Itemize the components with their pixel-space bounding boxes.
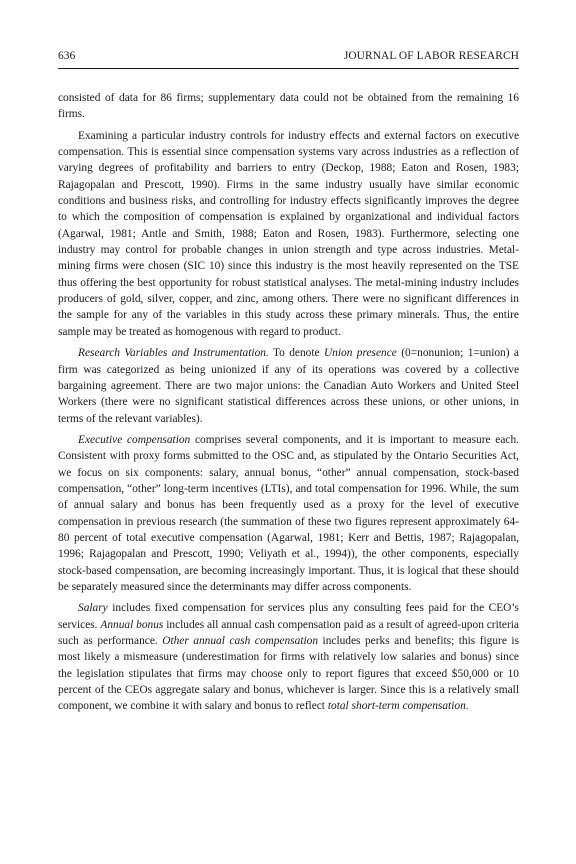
paragraph-salary-bonus bbox=[58, 600, 519, 714]
variable-term: Salary bbox=[78, 602, 108, 615]
text-segment: . bbox=[465, 700, 469, 713]
text-segment: Examining a particular industry controls for industry effects and external factors on executive compensation. This is essential since compensation systems vary across industries as a reflection of varying degrees of profitability and barriers to entry (Deckop, 1988; Eaton and Rosen, 1983; Rajagopalan and Prescott, 1990). Firms in the same industry usually have similar economic conditions and business risks, and controlling for industry effects significantly improves the degree to which the composition of compensation is explained by organizational and individual factors (Agarwal, 1981; Antle and Smith, 1988; Eaton and Rosen, 1983). Furthermore, selecting one industry may control for probable changes in union strength and type across industries. Metal-mining firms were chosen (SIC 10) since this industry is the most heavily represented on the TSE thus offering the best opportunity for robust statistical analyses. The metal-mining industry includes producers of gold, silver, copper, and zinc, among others. There were no significant differences in the sample for any of the variables in this study across these primary minerals. Thus, the entire sample may be treated as homogenous with regard to product. bbox=[58, 129, 519, 338]
journal-title: JOURNAL OF LABOR RESEARCH bbox=[343, 50, 519, 62]
variable-term: total short-term compensation bbox=[327, 700, 466, 713]
text-segment: To denote bbox=[268, 347, 324, 360]
running-head bbox=[58, 50, 519, 69]
variable-term: Executive compensation bbox=[78, 433, 191, 446]
text-segment: includes all annual cash compensation paid as a result of agreed-upon criteria such as performance. bbox=[58, 618, 519, 647]
text-segment: (0=nonunion; 1=union) a firm was categorized as being unionized if any of its operations was covered by a collective bargaining agreement. There are two major unions: the Canadian Auto Workers and United Steel Workers (there were no significant statistical differences across these unions, or other unions, in terms of the relevant variables). bbox=[58, 347, 519, 425]
paragraph-executive-compensation bbox=[58, 432, 519, 595]
variable-term: Other annual cash compensation bbox=[162, 635, 319, 647]
text-segment: includes fixed compensation for services plus any consulting fees paid for the CEO’s services. bbox=[58, 602, 519, 631]
page-number: 636 bbox=[58, 50, 76, 62]
paragraph-research-variables bbox=[58, 345, 519, 427]
text-segment: consisted of data for 86 firms; supplementary data could not be obtained from the remaining 16 firms. bbox=[58, 92, 519, 121]
section-run-in-heading: Research Variables and Instrumentation. bbox=[78, 347, 269, 360]
variable-term: Union presence bbox=[323, 347, 397, 360]
variable-term: Annual bonus bbox=[100, 618, 164, 631]
article-body bbox=[58, 90, 519, 715]
text-segment: comprises several components, and it is important to measure each. Consistent with proxy forms submitted to the OSC and, as stipulated by the Ontario Securities Act, we focus on six components: salary, annual bonus, “other” annual compensation, stock-based compensation, “other” long-term incentives (LTIs), and total compensation for 1996. While, the sum of annual salary and bonus has been frequently used as a proxy for the level of executive compensation in previous research (the summation of these two figures represent approximately 64-80 percent of total executive compensation (Agarwal, 1981; Kerr and Bettis, 1987; Rajagopalan, 1996; Rajagopalan and Prescott, 1990; Veliyath et al., 1994)), the other components, especially stock-based compensation, are becoming increasingly important. Thus, it is logical that these should be separately measured since the determinants may differ across components. bbox=[58, 433, 519, 593]
paragraph-industry-controls bbox=[58, 128, 519, 340]
text-segment: includes perks and benefits; this figure is most likely a mismeasure (underestimation for firms with relatively low salaries and bonus) since the legislation stipulates that firms may choose only to report figures that exceed $50,000 or 10 percent of the CEOs aggregate salary and bonus, whichever is larger. Since this is a relatively small component, we combine it with salary and bonus to reflect bbox=[58, 635, 519, 713]
paragraph-sample-continuation bbox=[58, 90, 519, 123]
journal-page bbox=[58, 50, 519, 715]
